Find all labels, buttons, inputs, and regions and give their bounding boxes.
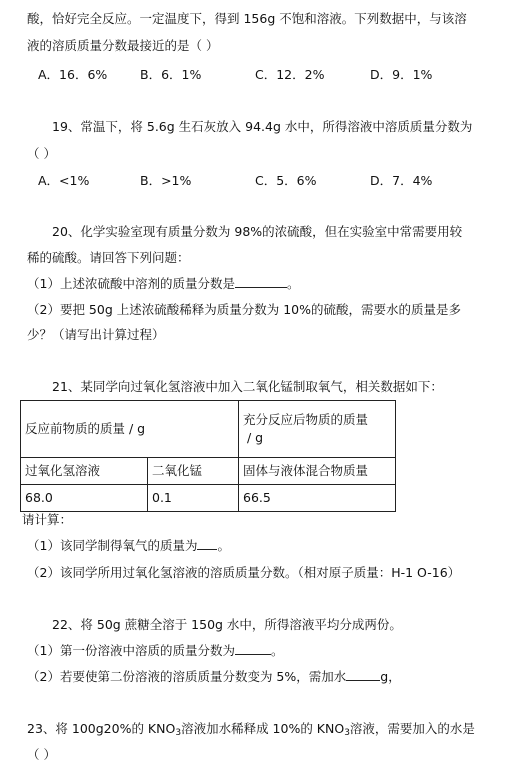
q18-option-b: B．6．1%: [140, 67, 202, 82]
q18-option-a: A．16．6%: [38, 67, 108, 82]
q19-option-b: B．>1%: [140, 173, 192, 188]
q23-line-2: （ ）: [27, 747, 56, 762]
table-header-after-line-2: / g: [247, 430, 264, 445]
answer-blank: [197, 537, 217, 550]
q19-option-a: A．<1%: [38, 173, 90, 188]
q22-sub-2-end: g，: [380, 669, 401, 684]
q18-line-2: 液的溶质质量分数最接近的是（ ）: [27, 38, 219, 53]
q18-line-1: 酸，恰好完全反应。一定温度下，得到 156g 不饱和溶液。下列数据中，与该溶: [27, 11, 467, 26]
q23-text-pre: 23、将 100g20%的 KNO: [27, 721, 176, 736]
table-header-after: [239, 401, 396, 458]
q23-line-1: [27, 720, 475, 742]
table-cell: 66.5: [239, 485, 396, 512]
data-table: [20, 400, 396, 512]
q20-line-2: 稀的硫酸。请回答下列问题：: [27, 250, 190, 265]
table-cell: 68.0: [21, 485, 148, 512]
q20-sub-2-line-1: （2）要把 50g 上述浓硫酸稀释为质量分数为 10%的硫酸，需要水的质量是多: [27, 302, 461, 317]
q20-sub-1-end: 。: [286, 276, 300, 291]
answer-blank: [346, 668, 380, 681]
q22-sub-2-text: （2）若要使第二份溶液的溶质质量分数变为 5%，需加水: [27, 669, 347, 684]
q21-line-1: 21、某同学向过氧化氢溶液中加入二氧化锰制取氧气，相关数据如下：: [52, 379, 443, 394]
table-cell: 过氧化氢溶液: [21, 458, 148, 485]
q19-option-d: D．7．4%: [370, 173, 433, 188]
table-header-before: 反应前物质的质量 / g: [21, 401, 239, 458]
table-row: [21, 458, 396, 485]
q23-subscript-1: 3: [175, 728, 182, 738]
q21-sub-1-end: 。: [217, 538, 230, 553]
table-header-after-line-1: 充分反应后物质的质量: [243, 412, 369, 427]
q19-option-c: C．5．6%: [255, 173, 317, 188]
q23-text-post: 溶液，需要加入的水是: [349, 721, 475, 736]
q22-line-1: 22、将 50g 蔗糖全溶于 150g 水中，所得溶液平均分成两份。: [52, 617, 402, 632]
table-cell: 0.1: [148, 485, 239, 512]
q21-sub-1: [27, 537, 230, 555]
q20-sub-1: [27, 275, 299, 293]
q19-line-2: （ ）: [27, 146, 56, 161]
table-row: [21, 401, 396, 458]
answer-blank: [235, 275, 287, 288]
table-cell: 二氧化锰: [148, 458, 239, 485]
table-row: [21, 485, 396, 512]
q22-sub-2: [27, 668, 401, 686]
q21-sub-2: （2）该同学所用过氧化氢溶液的溶质质量分数。（相对原子质量：H-1 O-16）: [27, 565, 461, 580]
q21-sub-1-text: （1）该同学制得氧气的质量为: [27, 538, 198, 553]
q22-sub-1-end: 。: [270, 643, 284, 658]
answer-blank: [235, 642, 271, 655]
q20-line-1: 20、化学实验室现有质量分数为 98%的浓硫酸，但在实验室中常需要用较: [52, 224, 463, 239]
q20-sub-2-line-2: 少？（请写出计算过程）: [27, 327, 165, 342]
q23-text-mid: 溶液加水稀释成 10%的 KNO: [181, 721, 345, 736]
q20-sub-1-text: （1）上述浓硫酸中溶剂的质量分数是: [27, 276, 235, 291]
q19-line-1: 19、常温下，将 5.6g 生石灰放入 94.4g 水中，所得溶液中溶质质量分数为: [52, 119, 473, 134]
q22-sub-1-text: （1）第一份溶液中溶质的质量分数为: [27, 643, 235, 658]
table-cell: 固体与液体混合物质量: [239, 458, 396, 485]
q18-option-d: D．9．1%: [370, 67, 433, 82]
q21-calc-label: 请计算：: [22, 512, 73, 527]
q22-sub-1: [27, 642, 283, 660]
q18-option-c: C．12．2%: [255, 67, 325, 82]
q23-subscript-2: 3: [344, 728, 350, 738]
